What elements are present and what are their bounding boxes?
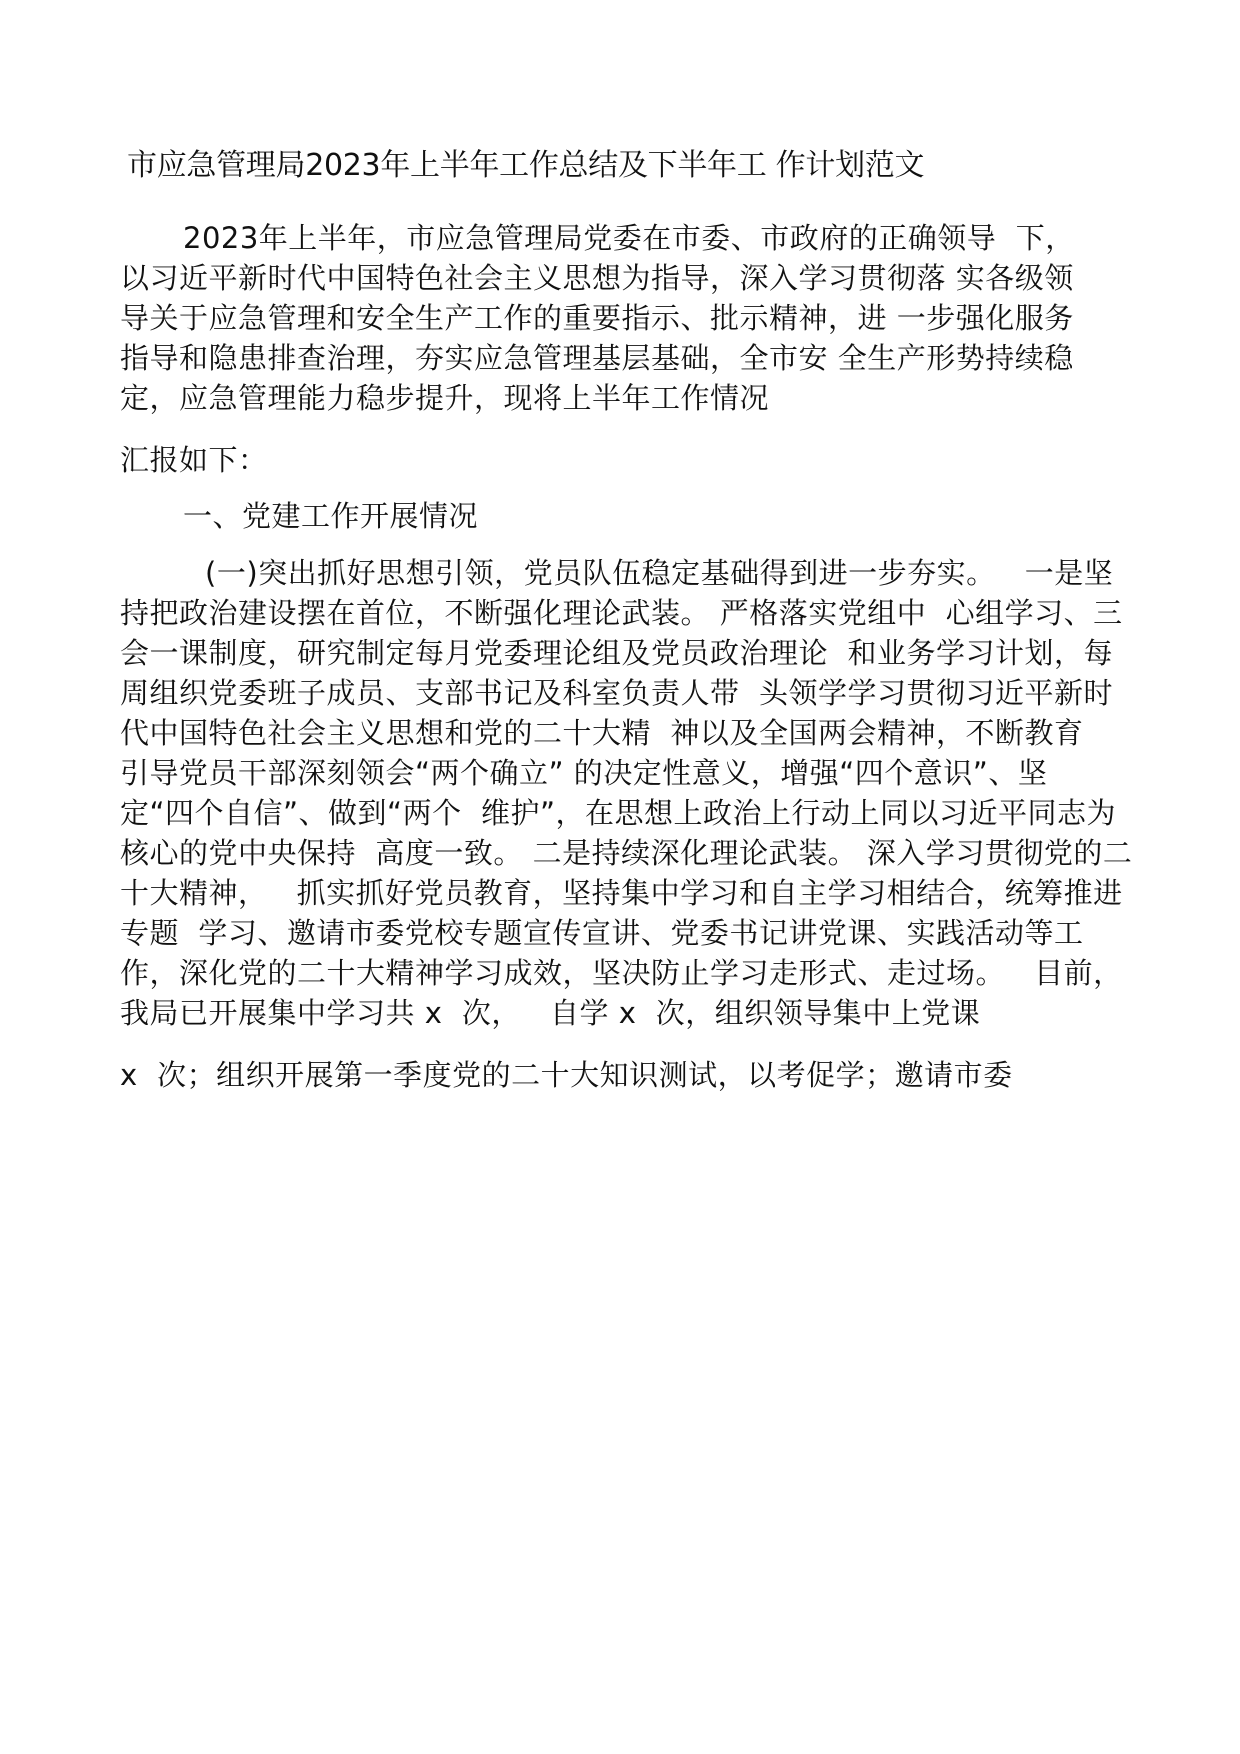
paragraph-line: 持把政治建设摆在首位，不断强化理论武装。 严格落实党组中 心组学习、三 [120, 596, 1123, 630]
paragraph-line: 十大精神， 抓实抓好党员教育，坚持集中学习和自主学习相结合，统筹推进 [120, 876, 1123, 910]
paragraph-line: 以习近平新时代中国特色社会主义思想为指导，深入学习贯彻落 实各级领 [120, 261, 1074, 295]
paragraph-line: 专题 学习、邀请市委党校专题宣传宣讲、党委书记讲党课、实践活动等工 [120, 916, 1084, 950]
paragraph-line: 核心的党中央保持 高度一致。 二是持续深化理论武装。 深入学习贯彻党的二 [120, 836, 1133, 870]
paragraph-line: 指导和隐患排查治理，夯实应急管理基层基础，全市安 全生产形势持续稳 [120, 341, 1074, 375]
document-title: 市应急管理局2023年上半年工作总结及下半年工 作计划范文 [127, 148, 925, 183]
paragraph-line: 会一课制度，研究制定每月党委理论组及党员政治理论 和业务学习计划，每 [120, 636, 1113, 670]
paragraph-line: 汇报如下： [120, 443, 268, 477]
paragraph-line: 代中国特色社会主义思想和党的二十大精 神以及全国两会精神，不断教育 [120, 716, 1084, 750]
paragraph-line: 导关于应急管理和安全生产工作的重要指示、批示精神，进 一步强化服务 [120, 301, 1074, 335]
paragraph-line: 定“四个自信”、做到“两个 维护”，在思想上政治上行动上同以习近平同志为 [120, 796, 1117, 830]
paragraph-line: 周组织党委班子成员、支部书记及科室负责人带 头领学学习贯彻习近平新时 [120, 676, 1113, 710]
paragraph-line: 我局已开展集中学习共 x 次， 自学 x 次，组织领导集中上党课 [120, 996, 981, 1030]
paragraph-line: 定，应急管理能力稳步提升，现将上半年工作情况 [120, 381, 770, 415]
paragraph-line: (一)突出抓好思想引领，党员队伍稳定基础得到进一步夯实。 一是坚 [205, 556, 1114, 590]
paragraph-line: 作，深化党的二十大精神学习成效，坚决防止学习走形式、走过场。 目前， [120, 956, 1123, 990]
section-heading: 一、党建工作开展情况 [183, 499, 479, 533]
paragraph-line: 引导党员干部深刻领会“两个确立” 的决定性意义，增强“四个意识”、坚 [120, 756, 1048, 790]
paragraph-line: x 次；组织开展第一季度党的二十大知识测试，以考促学；邀请市委 [120, 1058, 1013, 1092]
paragraph-line: 2023年上半年，市应急管理局党委在市委、市政府的正确领导 下， [183, 221, 1075, 255]
